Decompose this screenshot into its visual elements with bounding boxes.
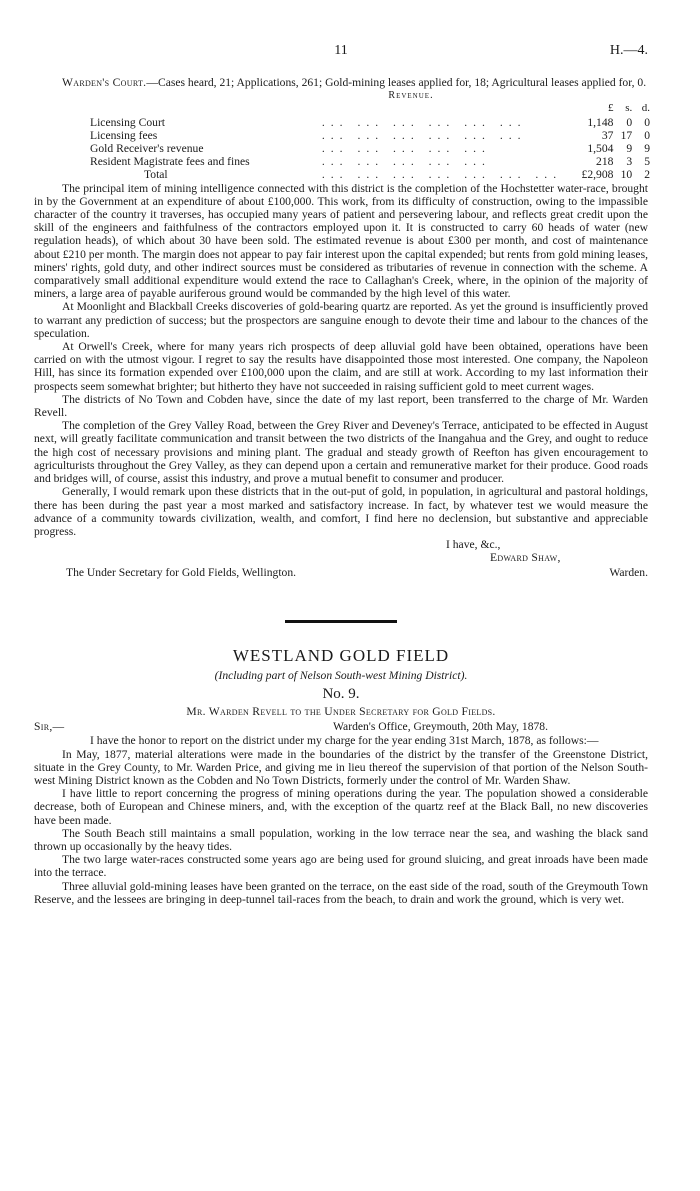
revenue-row-label: Licensing Court — [90, 115, 166, 129]
body-paragraph: At Orwell's Creek, where for many years rich prospects of deep alluvial gold have been obtained, operations have been carried on with the utmost vigour. I regret to say the results have disappointed those most interested. One company, the Napoleon Hill, has since its formation expended over £100,000 upon the claim, and are still at work. According to my last information their prospects seem somewhat brighter; but hitherto they have not succeeded in raising sufficient gold to meet current wages. — [34, 340, 648, 393]
signatory-role: Warden. — [609, 566, 648, 580]
letter-closing — [34, 538, 648, 582]
document-reference: H.—4. — [609, 43, 648, 58]
wardens-court-label: Warden's Court. — [62, 76, 147, 89]
dateline: Warden's Office, Greymouth, 20th May, 1878. — [333, 720, 548, 734]
revenue-row-label: Gold Receiver's revenue — [90, 142, 204, 156]
section-paragraph: I have little to report concerning the progress of mining operations during the year. The population showed a considerable decrease, both of European and Chinese miners, and, with the exception of the quartz reef at the Black Ball, no new discoveries have been made. — [34, 787, 648, 827]
shillings-header: s. — [625, 102, 633, 115]
revenue-row-shillings: 3 — [626, 155, 633, 169]
section-paragraph: The South Beach still maintains a small population, working in the low terrace near the sea, and washing the black sand thrown up occasionally by the heavy tides. — [34, 826, 648, 853]
revenue-row-leader: ... ... ... ... ... — [321, 155, 491, 169]
revenue-row-pounds: 1,504 — [587, 142, 614, 156]
revenue-row-shillings: 0 — [626, 115, 633, 129]
section-paragraph: In May, 1877, material alterations were made in the boundaries of the district by the transfer of the Greenstone District, situate in the Grey County, to Mr. Warden Price, and giving me in lieu thereof the supervision of that portion of the Nelson South-west Mining District known as the Cobden and No Town Districts, formerly under the control of Mr. Warden Shaw. — [34, 747, 648, 787]
section-paragraph: The two large water-races constructed some years ago are being used for ground sluicing, and great inroads have been made into the terrace. — [34, 853, 648, 880]
body-paragraph: The completion of the Grey Valley Road, between the Grey River and Deveney's Terrace, anticipated to be effected in August next, will greatly facilitate communication and transit between the two districts of the Inangahua and the Grey, and ought to reduce the high cost of necessary provisions and mining plant. The gradual and steady growth of Reefton has given encouragement to agriculturists throughout the Grey Valley, as they can depend upon a certain and remunerative market for their produce. Good roads and bridges will, of course, assist this industry, and prove a mutual benefit to consumer and producer. — [34, 419, 648, 486]
section-title: WESTLAND GOLD FIELD — [232, 646, 450, 666]
salutation: Sir,— — [34, 720, 65, 734]
revenue-row-pounds: 218 — [596, 155, 614, 169]
revenue-header-row — [90, 102, 650, 115]
pence-header: d. — [641, 102, 650, 115]
section-subtitle: (Including part of Nelson South-west Mining District). — [214, 668, 468, 682]
revenue-row-label: Licensing fees — [90, 128, 158, 142]
revenue-row-pence: 9 — [644, 142, 650, 156]
body-paragraph: The principal item of mining intelligence connected with this district is the completion of the Hochstetter water-race, brought in by the Government at an expenditure of about £100,000. This work, from its difficulty of construction, owing to the impassible character of the country it traverses, has occupied many years of patient and persevering labour, and reflects great credit upon the skill of the engineers and faithfulness of the contractors employed upon it. It is constructed to carry 60 heads of water (new regulation heads), of which about 30 have been sold. The estimated revenue is about £300 per month, and cost of maintenance about £210 per month. The margin does not appear to pay fair interest upon the capital expended; but rents from gold mining leases, miners' rights, gold duty, and other indirect sources must be considered as tributaries of revenue in connection with the scheme. A comparatively small additional expenditure would extend the race to Callaghan's Creek, where, in the opinion of the majority of miners, a large area of payable auriferous ground would be commanded by the high level of this water. — [34, 181, 648, 301]
body-paragraph: Generally, I would remark upon these districts that in the out-put of gold, in population, in agricultural and pastoral holdings, there has been during the past year a most marked and satisfactory increase. In fact, by whatever test we would measure the advance of a community towards civilization, wealth, and comfort, I find here no declension, but substantive and appreciable progress. — [34, 485, 648, 538]
revenue-row-leader: ... ... ... ... ... ... — [321, 115, 527, 129]
wardens-court-paragraph — [34, 76, 648, 89]
revenue-row-leader: ... ... ... ... ... ... — [321, 128, 527, 142]
revenue-row-leader: ... ... ... ... ... — [321, 142, 491, 156]
signature: Edward Shaw, — [490, 551, 561, 565]
revenue-total-row — [90, 168, 650, 181]
revenue-row-pounds: 1,148 — [587, 115, 614, 129]
page-number: 11 — [334, 43, 348, 58]
revenue-row-pence: 0 — [644, 128, 650, 142]
section-number: No. 9. — [322, 685, 360, 702]
revenue-title: Revenue. — [388, 90, 434, 102]
addressee: The Under Secretary for Gold Fields, Wellington. — [66, 566, 297, 580]
salutation-row — [34, 720, 648, 734]
revenue-row-pence: 0 — [644, 115, 650, 129]
page-header — [34, 44, 648, 64]
revenue-total-leader: ... ... ... ... ... ... ... — [321, 168, 563, 182]
section-paragraph: Three alluvial gold-mining leases have been granted on the terrace, on the east side of the road, south of the Greymouth Town Reserve, and the lessees are bringing in deep-tunnel tail-races from the beach, to drain and work the ground, which is very wet. — [34, 879, 648, 906]
revenue-total-shillings: 10 — [620, 168, 633, 182]
pounds-header: £ — [607, 102, 614, 115]
revenue-row-shillings: 17 — [620, 128, 633, 142]
revenue-total-label: Total — [144, 168, 168, 182]
letter-from-to: Mr. Warden Revell to the Under Secretary for Gold Fields. — [186, 705, 496, 719]
wardens-court-text: —Cases heard, 21; Applications, 261; Gold-mining leases applied for, 18; Agricultural leases applied for, 0. — [146, 76, 647, 89]
revenue-total-pence: 2 — [644, 168, 650, 182]
revenue-row-shillings: 9 — [626, 142, 633, 156]
revenue-row-pence: 5 — [644, 155, 650, 169]
revenue-row — [90, 116, 650, 129]
revenue-total-pounds: £2,908 — [581, 168, 614, 182]
body-paragraph: The districts of No Town and Cobden have, since the date of my last report, been transferred to the charge of Mr. Warden Revell. — [34, 392, 648, 420]
revenue-row-pounds: 37 — [601, 128, 614, 142]
revenue-row — [90, 155, 650, 168]
body-paragraph: At Moonlight and Blackball Creeks discoveries of gold-bearing quartz are reported. As yet the ground is insufficiently proved to warrant any prediction of success; but the prospectors are sanguine enough to devote their time and labour to the chances of the speculation. — [34, 300, 648, 340]
closing-line: I have, &c., — [446, 538, 501, 552]
section-divider — [285, 620, 397, 623]
section-paragraph: I have the honor to report on the district under my charge for the year ending 31st March, 1878, as follows:— — [90, 734, 599, 748]
revenue-table — [90, 102, 650, 181]
revenue-row-label: Resident Magistrate fees and fines — [90, 155, 250, 169]
revenue-row — [90, 129, 650, 142]
revenue-row — [90, 142, 650, 155]
